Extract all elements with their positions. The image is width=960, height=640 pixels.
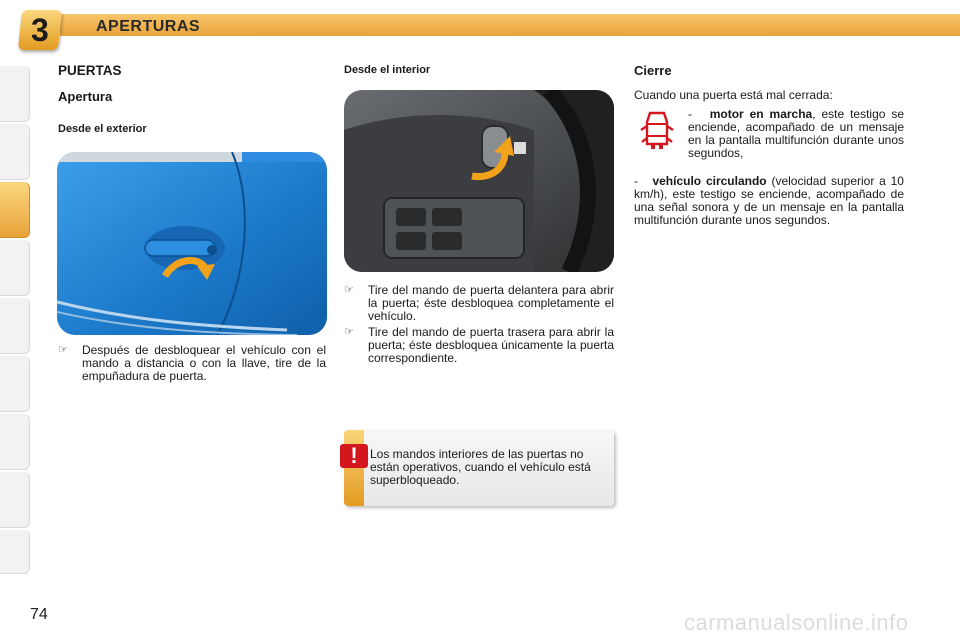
item-bold-label: vehículo circulando xyxy=(652,174,767,188)
chapter-tab[interactable] xyxy=(0,530,30,574)
interior-instruction-front xyxy=(344,284,614,323)
warning-text: Los mandos interiores de las puertas no están operativos, cuando el vehículo está superbloqueado. xyxy=(370,447,591,487)
subsection-title: Apertura xyxy=(58,89,113,104)
page-number: 74 xyxy=(30,606,48,623)
item-bold-label: motor en marcha xyxy=(709,107,813,121)
chapter-tab[interactable] xyxy=(0,472,30,528)
interior-door-handle-illustration xyxy=(344,90,614,272)
bullet-text: Tire del mando de puerta delantera para abrir la puerta; éste desbloquea completamente el vehículo. xyxy=(368,283,614,323)
chapter-tab-active[interactable] xyxy=(0,182,30,238)
watermark: carmanualsonline.info xyxy=(684,610,909,635)
finger-pointer-icon: ☞ xyxy=(344,326,354,338)
closing-title: Cierre xyxy=(634,63,672,78)
chapter-tab[interactable] xyxy=(0,414,30,470)
closing-item-vehicle-moving xyxy=(634,175,904,227)
warning-bar xyxy=(344,430,364,506)
chapter-tab[interactable] xyxy=(0,356,30,412)
chapter-tab[interactable] xyxy=(0,66,30,122)
chapter-tab[interactable] xyxy=(0,298,30,354)
door-open-warning-icon xyxy=(640,110,674,150)
closing-item-engine-running xyxy=(688,108,904,160)
finger-pointer-icon: ☞ xyxy=(344,284,354,296)
chapter-number: 3 xyxy=(31,11,49,48)
exterior-instruction xyxy=(58,344,326,383)
chapter-title: APERTURAS xyxy=(96,18,201,35)
item-text: , este testigo se enciende, acompañado de un mensaje en la pantalla multifunción durante unos segundos, xyxy=(688,107,904,160)
finger-pointer-icon: ☞ xyxy=(58,344,68,356)
item-dash: - xyxy=(634,174,638,188)
chapter-tab-strip xyxy=(0,66,32,576)
chapter-badge xyxy=(18,10,62,50)
warning-exclamation-icon: ! xyxy=(340,444,368,468)
interior-instruction-rear xyxy=(344,326,614,365)
exterior-door-handle-illustration xyxy=(57,152,327,335)
chapter-tab[interactable] xyxy=(0,240,30,296)
bullet-text: Tire del mando de puerta trasera para abrir la puerta; éste desbloquea únicamente la puerta correspondiente. xyxy=(368,325,614,365)
section-title: PUERTAS xyxy=(58,63,122,78)
chapter-tab[interactable] xyxy=(0,124,30,180)
bullet-text: Después de desbloquear el vehículo con el mando a distancia o con la llave, tire de la empuñadura de puerta. xyxy=(82,343,326,383)
item-text: (velocidad superior a 10 km/h), este testigo se enciende, acompañado de una señal sonora y de un mensaje en la pantalla multifunción durante unos segundos. xyxy=(634,174,904,227)
item-dash: - xyxy=(688,107,692,121)
subheading-interior: Desde el interior xyxy=(344,64,431,76)
closing-intro: Cuando una puerta está mal cerrada: xyxy=(634,88,833,102)
subheading-exterior: Desde el exterior xyxy=(58,123,147,135)
